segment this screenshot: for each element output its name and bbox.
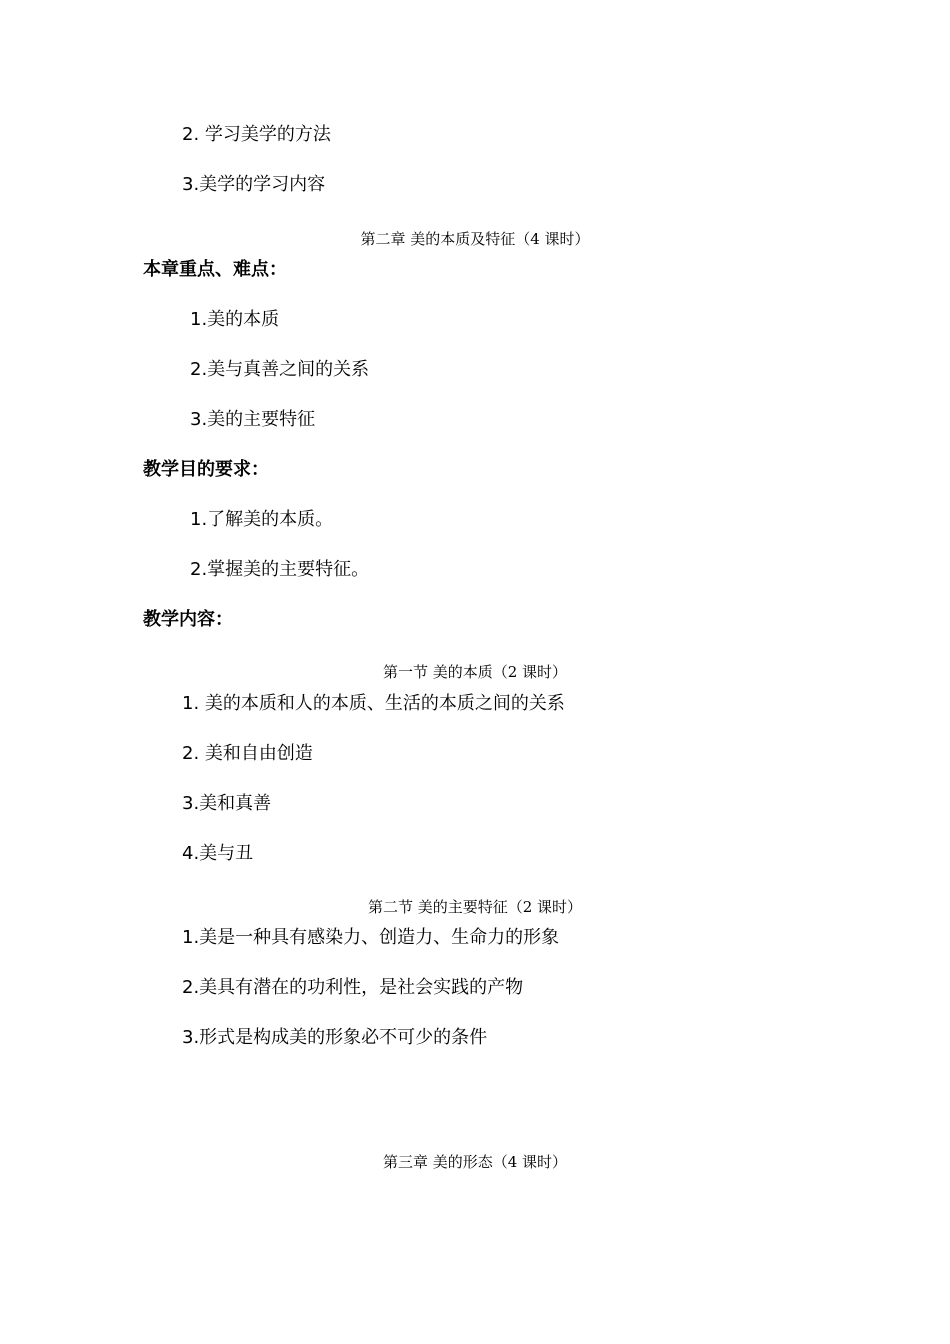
key-point-item: 3.美的主要特征 — [190, 409, 316, 430]
section1-item: 4.美与丑 — [182, 843, 254, 864]
section1-title: 第一节 美的本质（2 课时） — [382, 663, 568, 681]
section1-item: 1. 美的本质和人的本质、生活的本质之间的关系 — [182, 693, 565, 714]
chapter1-item-3: 3.美学的学习内容 — [182, 174, 326, 195]
section1-item: 2. 美和自由创造 — [182, 743, 313, 764]
chapter1-item-2: 2. 学习美学的方法 — [182, 124, 331, 145]
section2-item: 3.形式是构成美的形象必不可少的条件 — [182, 1027, 488, 1048]
content-heading: 教学内容： — [143, 609, 233, 630]
section2-item: 1.美是一种具有感染力、创造力、生命力的形象 — [182, 927, 560, 948]
section1-item: 3.美和真善 — [182, 793, 272, 814]
goal-item: 1.了解美的本质。 — [190, 509, 334, 530]
section2-title: 第二节 美的主要特征（2 课时） — [367, 898, 583, 916]
goals-heading: 教学目的要求： — [143, 459, 269, 480]
section2-item: 2.美具有潜在的功利性，是社会实践的产物 — [182, 977, 524, 998]
key-point-item: 2.美与真善之间的关系 — [190, 359, 370, 380]
key-points-heading: 本章重点、难点： — [143, 259, 287, 280]
goal-item: 2.掌握美的主要特征。 — [190, 559, 370, 580]
key-point-item: 1.美的本质 — [190, 309, 280, 330]
chapter3-title: 第三章 美的形态（4 课时） — [382, 1153, 568, 1171]
chapter2-title: 第二章 美的本质及特征（4 课时） — [360, 230, 590, 248]
